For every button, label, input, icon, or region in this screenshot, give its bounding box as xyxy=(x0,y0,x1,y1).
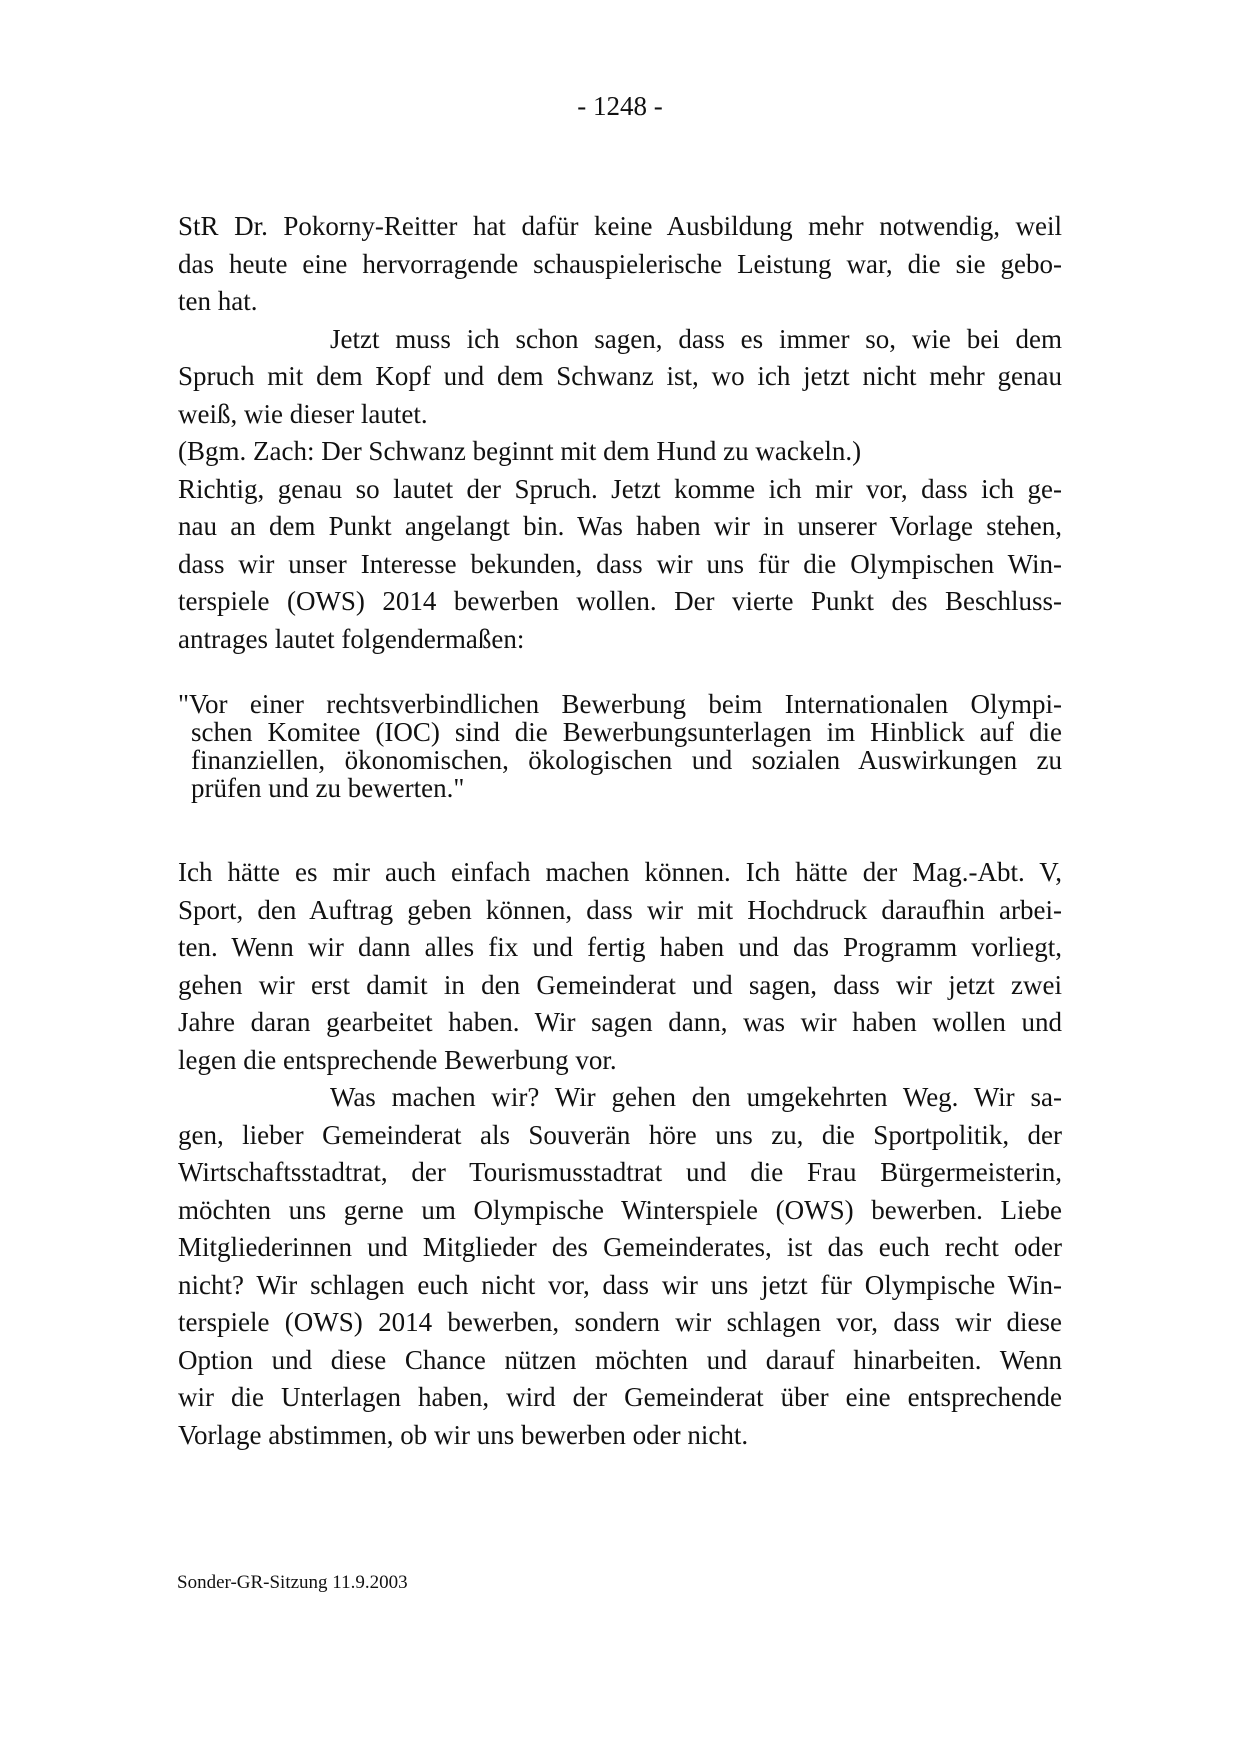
text-line: StR Dr. Pokorny-Reitter hat dafür keine Ausbildung mehr notwendig, weil xyxy=(178,211,1062,241)
text-line: möchten uns gerne um Olympische Winterspiele (OWS) bewerben. Liebe xyxy=(178,1194,1062,1225)
text-line: gehen wir erst damit in den Gemeinderat und sagen, dass wir jetzt zwei xyxy=(178,969,1062,1000)
page-footer: Sonder-GR-Sitzung 11.9.2003 xyxy=(177,1572,408,1593)
paragraph xyxy=(178,1079,1062,1454)
text-line: (Bgm. Zach: Der Schwanz beginnt mit dem Hund zu wackeln.) xyxy=(178,436,862,466)
text-line: nau an dem Punkt angelangt bin. Was haben wir in unserer Vorlage stehen, xyxy=(178,511,1062,541)
text-line: Richtig, genau so lautet der Spruch. Jetzt komme ich mir vor, dass ich ge- xyxy=(178,473,1062,504)
text-line: Jahre daran gearbeitet haben. Wir sagen dann, was wir haben wollen und xyxy=(178,1007,1062,1037)
paragraph xyxy=(178,471,1062,659)
text-line: dass wir unser Interesse bekunden, dass wir uns für die Olympischen Win- xyxy=(178,548,1062,579)
text-line: Was machen wir? Wir gehen den umgekehrten Weg. Wir sa- xyxy=(330,1082,1062,1112)
text-line: ten. Wenn wir dann alles fix und fertig haben und das Programm vorliegt, xyxy=(178,932,1062,962)
text-line: das heute eine hervorragende schauspielerische Leistung war, die sie gebo- xyxy=(178,248,1062,279)
text-line: legen die entsprechende Bewerbung vor. xyxy=(178,1044,617,1075)
text-line: prüfen und zu bewerten." xyxy=(191,773,465,803)
text-line: Option und diese Chance nützen möchten und darauf hinarbeiten. Wenn xyxy=(178,1344,1062,1375)
text-line: terspiele (OWS) 2014 bewerben wollen. Der vierte Punkt des Beschluss- xyxy=(178,586,1062,616)
paragraph xyxy=(178,433,1062,471)
text-line: Vorlage abstimmen, ob wir uns bewerben oder nicht. xyxy=(178,1419,749,1450)
text-line: Jetzt muss ich schon sagen, dass es immer so, wie bei dem xyxy=(330,323,1062,354)
text-line: finanziellen, ökonomischen, ökologischen und sozialen Auswirkungen zu xyxy=(191,745,1062,775)
paragraph xyxy=(178,208,1062,321)
text-line: weiß, wie dieser lautet. xyxy=(178,398,428,429)
paragraph xyxy=(178,321,1062,434)
page-number: - 1248 - xyxy=(577,91,663,121)
text-line: antrages lautet folgendermaßen: xyxy=(178,623,525,654)
text-line: nicht? Wir schlagen euch nicht vor, dass wir uns jetzt für Olympische Win- xyxy=(178,1269,1062,1300)
text-line: Mitgliederinnen und Mitglieder des Gemeinderates, ist das euch recht oder xyxy=(178,1232,1062,1262)
text-line: ten hat. xyxy=(178,286,258,316)
text-line: wir die Unterlagen haben, wird der Gemeinderat über eine entsprechende xyxy=(178,1382,1062,1412)
text-line: "Vor einer rechtsverbindlichen Bewerbung beim Internationalen Olympi- xyxy=(178,689,1062,719)
document-body xyxy=(178,208,1062,1454)
text-line: gen, lieber Gemeinderat als Souverän höre uns zu, die Sportpolitik, der xyxy=(178,1119,1062,1150)
text-line: Wirtschaftsstadtrat, der Tourismusstadtrat und die Frau Bürgermeisterin, xyxy=(178,1157,1062,1187)
text-line: Sport, den Auftrag geben können, dass wir mit Hochdruck daraufhin arbei- xyxy=(178,894,1062,925)
text-line: terspiele (OWS) 2014 bewerben, sondern wir schlagen vor, dass wir diese xyxy=(178,1307,1062,1337)
text-line: Spruch mit dem Kopf und dem Schwanz ist, wo ich jetzt nicht mehr genau xyxy=(178,361,1062,391)
text-line: Ich hätte es mir auch einfach machen können. Ich hätte der Mag.-Abt. V, xyxy=(178,857,1062,887)
text-line: schen Komitee (IOC) sind die Bewerbungsunterlagen im Hinblick auf die xyxy=(191,717,1062,747)
quote-block xyxy=(178,690,1062,802)
paragraph xyxy=(178,854,1062,1079)
